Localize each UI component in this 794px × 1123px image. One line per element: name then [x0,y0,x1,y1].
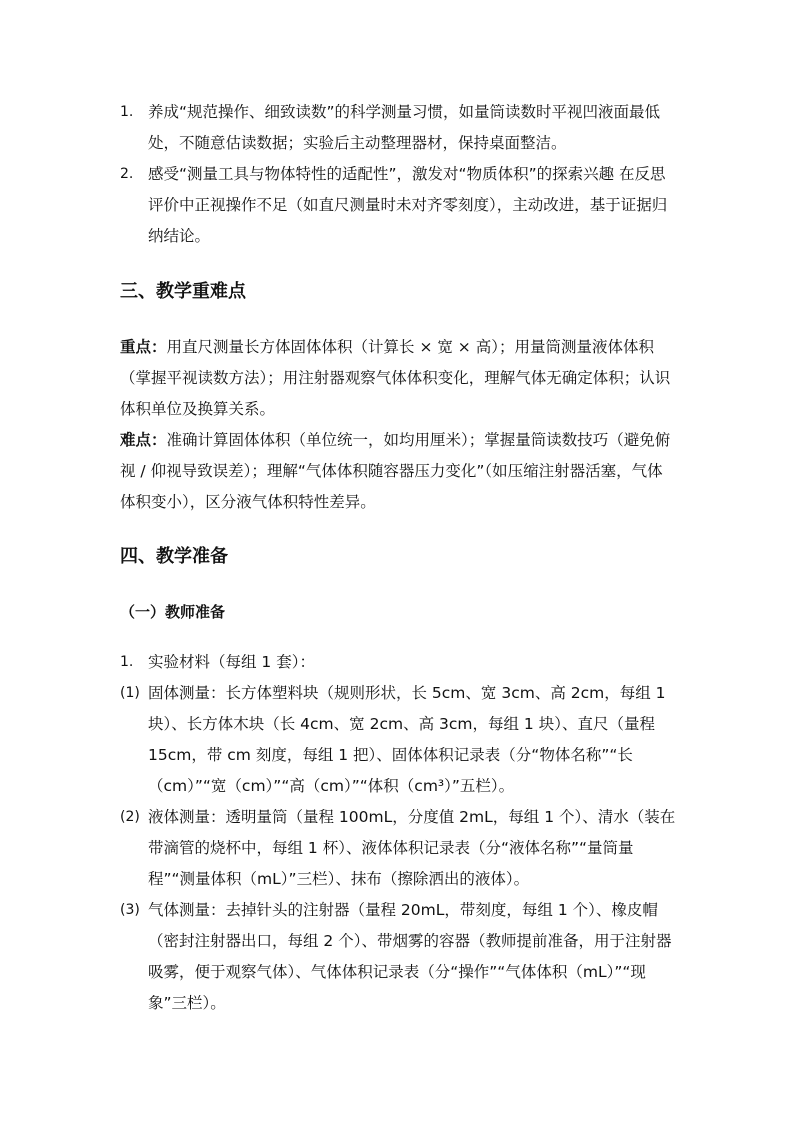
subsection-heading: （一）教师准备 [120,603,226,621]
section-heading: 三、教学重难点 [120,281,246,302]
difficult-points-label: 难点： [120,431,167,449]
list-item [0,678,794,802]
list-marker: 2. [120,166,134,182]
difficult-points-text: 准确计算固体体积（单位统一，如均用厘米）；掌握量筒读数技巧（避免俯视 / 仰视导致误差）；理解“气体体积随容器压力变化”（如压缩注射器活塞，气体体积变小），区分液气体积特性差异。 [120,431,671,511]
section-heading: 四、教学准备 [120,546,228,567]
list-item [0,97,794,159]
list-item-text: 养成“规范操作、细致读数”的科学测量习惯，如量筒读数时平视凹液面最低处，不随意估读数据；实验后主动整理器材，保持桌面整洁。 [148,103,661,152]
difficult-points-paragraph [120,425,676,518]
list-marker: (2) [120,809,140,825]
key-points-text: 用直尺测量长方体固体体积（计算长 × 宽 × 高）；用量筒测量液体体积（掌握平视读数方法）；用注射器观察气体体积变化，理解气体无确定体积；认识体积单位及换算关系。 [120,338,671,418]
list-item [0,895,794,1019]
list-item [0,159,794,252]
list-item [0,802,794,895]
goals-list [0,97,794,252]
list-item-text: 感受“测量工具与物体特性的适配性”，激发对“物质体积”的探索兴趣 在反思评价中正视操作不足（如直尺测量时未对齐零刻度），主动改进，基于证据归纳结论。 [148,165,668,245]
key-points-label: 重点： [120,338,167,356]
list-item-text: 固体测量：长方体塑料块（规则形状，长 5cm、宽 3cm、高 2cm，每组 1 块）、长方体木块（长 4cm、宽 2cm、高 3cm，每组 1 块）、直尺（量程 15cm，带 cm 刻度，每组 1 把）、固体体积记录表（分“物体名称”“长（cm）”“宽（cm）”“高（cm）”“体积（cm³）”五栏）。 [148,684,666,795]
list-marker: (1) [120,685,140,701]
materials-list [0,678,794,1019]
list-item-text: 气体测量：去掉针头的注射器（量程 20mL，带刻度，每组 1 个）、橡皮帽（密封注射器出口，每组 2 个）、带烟雾的容器（教师提前准备，用于注射器吸雾，便于观察气体）、气体体积记录表（分“操作”“气体体积（mL）”“现象”三栏）。 [148,901,672,1012]
preparation-list [0,647,794,678]
list-item-text: 实验材料（每组 1 套）： [148,653,315,671]
list-marker: 1. [120,104,134,120]
list-marker: 1. [120,654,134,670]
list-item [0,647,794,678]
key-points-paragraph [120,332,676,425]
list-marker: (3) [120,902,140,918]
list-item-text: 液体测量：透明量筒（量程 100mL，分度值 2mL，每组 1 个）、清水（装在带滴管的烧杯中，每组 1 杯）、液体体积记录表（分“液体名称”“量筒量程”“测量体积（mL）”三栏）、抹布（擦除洒出的液体）。 [148,808,676,888]
